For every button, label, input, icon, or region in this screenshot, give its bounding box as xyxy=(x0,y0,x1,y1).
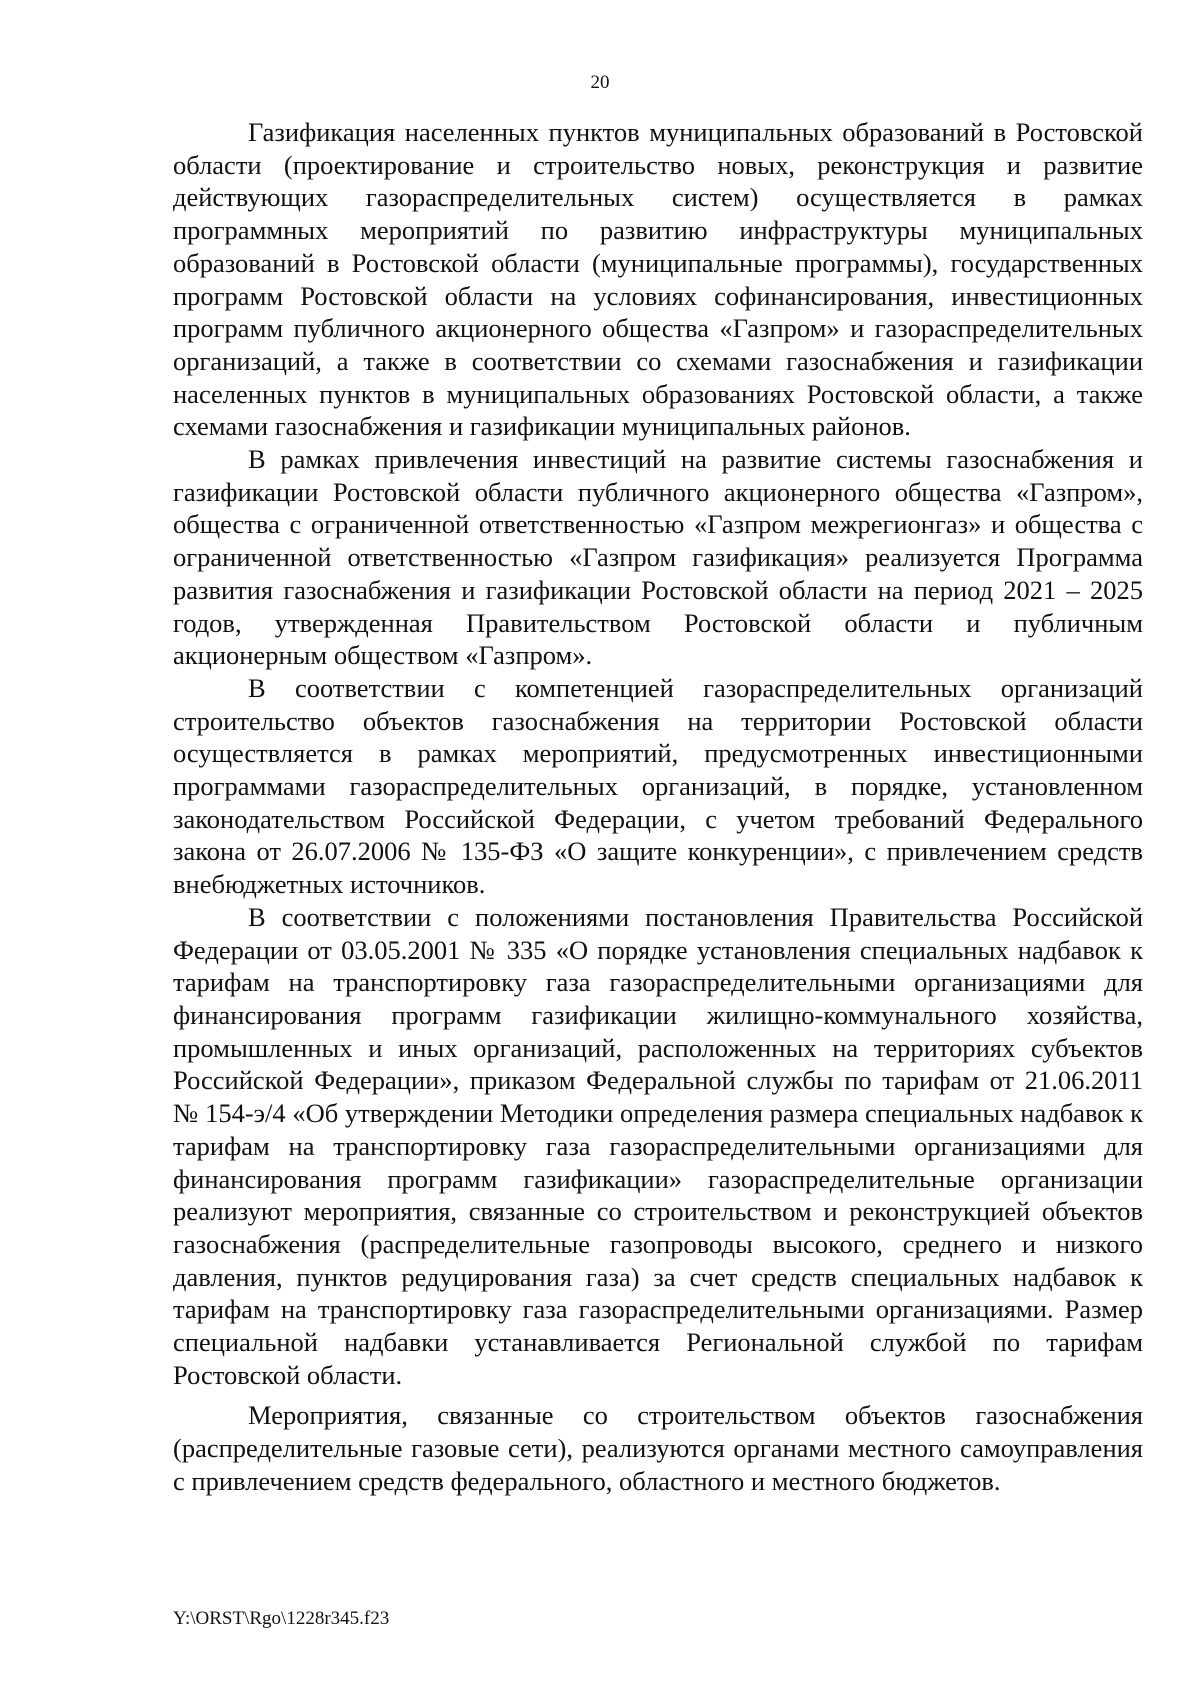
page-number: 20 xyxy=(590,72,610,93)
paragraph-gas-distribution-competence: В соответствии с компетенцией газораспределительных организаций строительство объектов газоснабжения на территории Ростовской области осуществляется в рамках мероприятий, предусмотренных инвестиционными программами газораспределительных организаций, в порядке, установленном законодательством Российской Федерации, с учетом требований Федерального закона от 26.07.2006 № 135-ФЗ «О защите конкуренции», с привлечением средств внебюджетных источников. xyxy=(173,672,1143,900)
paragraph-special-tariff-surcharges: В соответствии с положениями постановления Правительства Российской Федерации от 03.05.2001 № 335 «О порядке установления специальных надбавок к тарифам на транспортировку газа газораспределительными организациями для финансирования программ газификации жилищно-коммунального хозяйства, промышленных и иных организаций, расположенных на территориях субъектов Российской Федерации», приказом Федеральной службы по тарифам от 21.06.2011 № 154-э/4 «Об утверждении Методики определения размера специальных надбавок к тарифам на транспортировку газа газораспределительными организациями для финансирования программ газификации» газораспределительные организации реализуют мероприятия, связанные со строительством и реконструкцией объектов газоснабжения (распределительные газопроводы высокого, среднего и низкого давления, пунктов редуцирования газа) за счет средств специальных надбавок к тарифам на транспортировку газа газораспределительными организациями. Размер специальной надбавки устанавливается Региональной службой по тарифам Ростовской области. xyxy=(173,901,1143,1390)
file-path-footer: Y:\ORST\Rgo\1228r345.f23 xyxy=(173,1608,390,1629)
paragraph-local-government-budgets: Мероприятия, связанные со строительством объектов газоснабжения (распределительные газовые сети), реализуются органами местного самоуправления с привлечением средств федерального, областного и местного бюджетов. xyxy=(173,1400,1143,1496)
document-body xyxy=(173,116,1143,1498)
paragraph-gazprom-investment: В рамках привлечения инвестиций на развитие системы газоснабжения и газификации Ростовской области публичного акционерного общества «Газпром», общества с ограниченной ответственностью «Газпром межрегионгаз» и общества с ограниченной ответственностью «Газпром газификация» реализуется Программа развития газоснабжения и газификации Ростовской области на период 2021 – 2025 годов, утвержденная Правительством Ростовской области и публичным акционерным обществом «Газпром». xyxy=(173,444,1143,671)
paragraph-gasification-programs: Газификация населенных пунктов муниципальных образований в Ростовской области (проектирование и строительство новых, реконструкция и развитие действующих газораспределительных систем) осуществляется в рамках программных мероприятий по развитию инфраструктуры муниципальных образований в Ростовской области (муниципальные программы), государственных программ Ростовской области на условиях софинансирования, инвестиционных программ публичного акционерного общества «Газпром» и газораспределительных организаций, а также в соответствии со схемами газоснабжения и газификации населенных пунктов в муниципальных образованиях Ростовской области, а также схемами газоснабжения и газификации муниципальных районов. xyxy=(173,117,1143,442)
